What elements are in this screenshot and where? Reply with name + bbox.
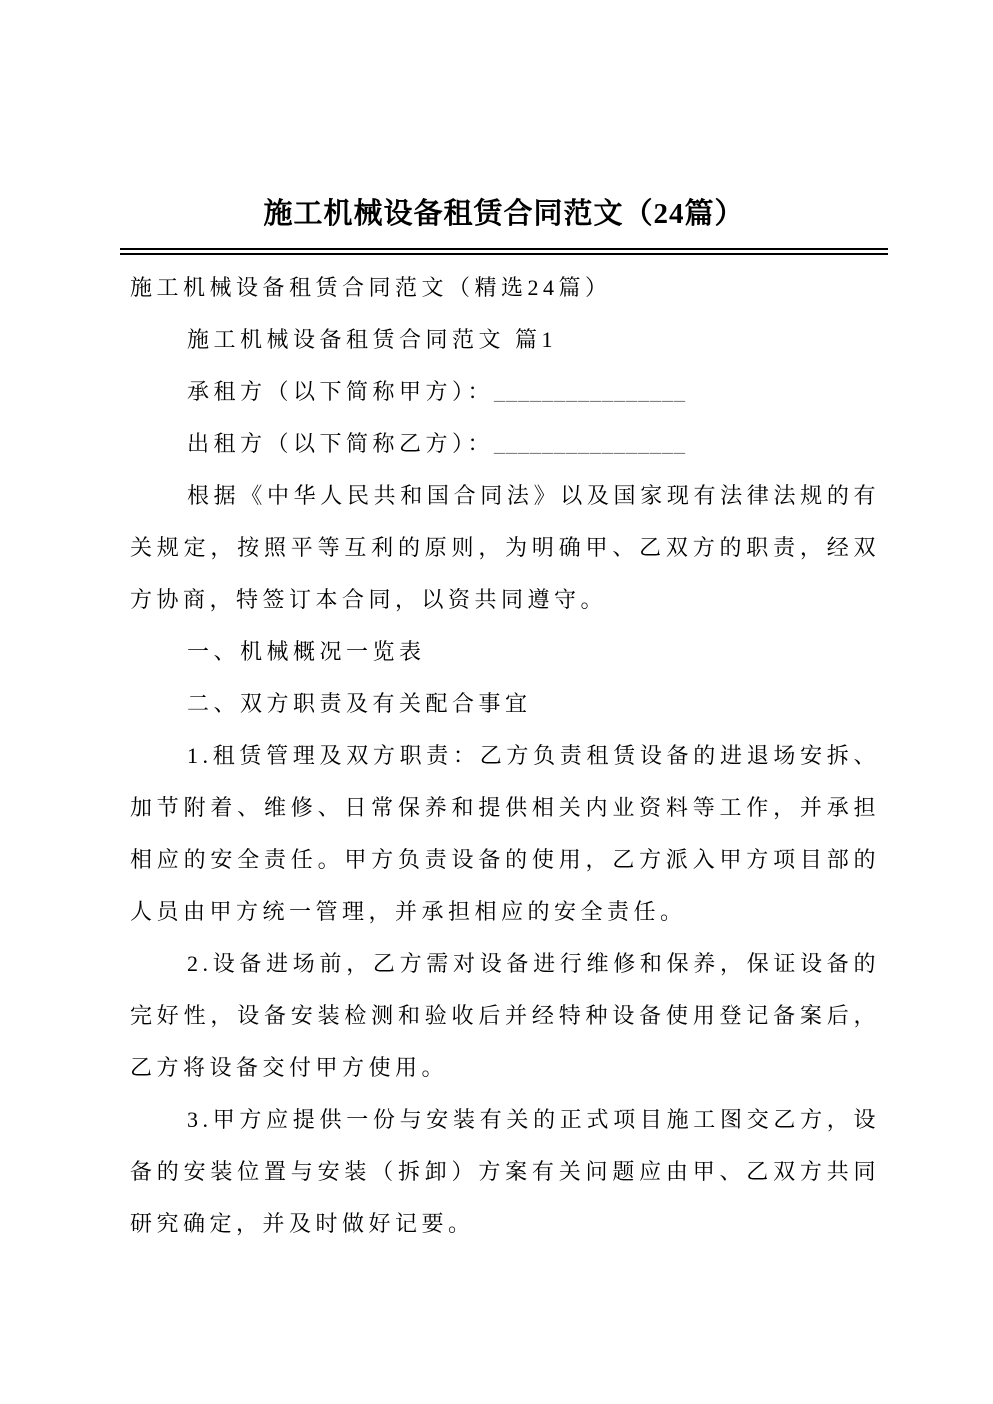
paragraph xyxy=(130,470,880,626)
paragraph-text: 二、双方职责及有关配合事宜 xyxy=(187,691,532,716)
paragraph xyxy=(130,938,880,1094)
paragraph-text: 施工机械设备租赁合同范文 篇1 xyxy=(187,327,558,352)
paragraph-text: 3.甲方应提供一份与安装有关的正式项目施工图交乙方，设备的安装位置与安装（拆卸）方案有关问题应由甲、乙双方共同研究确定，并及时做好记要。 xyxy=(130,1107,880,1236)
paragraph xyxy=(130,626,880,678)
paragraph-text: 一、机械概况一览表 xyxy=(187,639,426,664)
document-body xyxy=(120,262,888,1250)
document-title: 施工机械设备租赁合同范文（24篇） xyxy=(263,198,745,230)
paragraph xyxy=(130,366,880,418)
title-divider-double-rule xyxy=(120,248,888,255)
paragraph xyxy=(130,262,880,314)
paragraph-text: 2.设备进场前，乙方需对设备进行维修和保养，保证设备的完好性，设备安装检测和验收后并经特种设备使用登记备案后，乙方将设备交付甲方使用。 xyxy=(130,951,880,1080)
paragraph xyxy=(130,418,880,470)
paragraph-text: 承租方（以下简称甲方）： xyxy=(187,379,495,404)
paragraph-text: 根据《中华人民共和国合同法》以及国家现有法律法规的有关规定，按照平等互利的原则，为明确甲、乙双方的职责，经双方协商，特签订本合同，以资共同遵守。 xyxy=(130,483,880,612)
paragraph xyxy=(130,678,880,730)
paragraph-text: 施工机械设备租赁合同范文（精选24篇） xyxy=(130,275,612,300)
document-content xyxy=(120,196,888,1250)
paragraph xyxy=(130,314,880,366)
paragraph xyxy=(130,1094,880,1250)
fill-in-blank: ________________ xyxy=(494,431,687,456)
paragraph xyxy=(130,730,880,938)
paragraph-text: 1.租赁管理及双方职责：乙方负责租赁设备的进退场安拆、加节附着、维修、日常保养和提供相关内业资料等工作，并承担相应的安全责任。甲方负责设备的使用，乙方派入甲方项目部的人员由甲方统一管理，并承担相应的安全责任。 xyxy=(130,743,880,924)
paragraph-text: 出租方（以下简称乙方）： xyxy=(187,431,495,456)
fill-in-blank: ________________ xyxy=(494,379,687,404)
